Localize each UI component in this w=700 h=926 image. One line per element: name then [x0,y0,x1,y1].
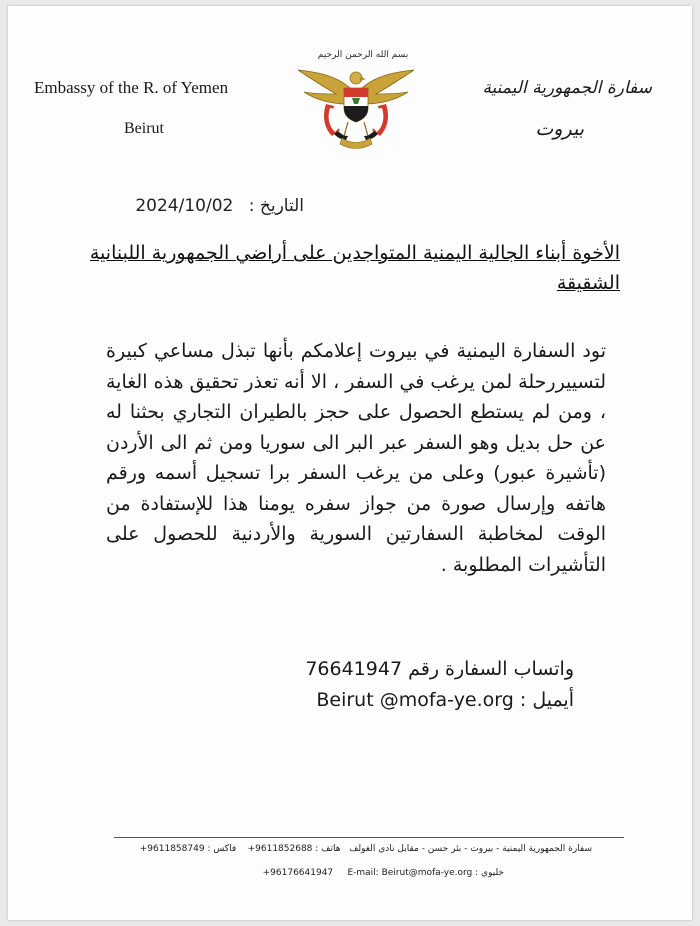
email-value: Beirut @mofa-ye.org [316,689,514,711]
date-label: التاريخ : [248,196,304,216]
contact-block [305,654,574,716]
footer-mobile-label: خليوي : [475,868,504,878]
email-line [305,685,574,716]
whatsapp-number: 76641947 [305,658,403,680]
embassy-city-english: Beirut [124,120,164,137]
letter-page [8,6,692,920]
footer-fax-label: فاكس : [207,844,237,854]
footer-fax: +9611858749 [139,844,205,854]
footer-divider [114,837,624,838]
whatsapp-line [305,654,574,685]
footer-email: E-mail: Beirut@mofa-ye.org [347,868,473,878]
footer-contact-line [263,868,504,878]
whatsapp-label: واتساب السفارة رقم [408,658,574,680]
footer-address-line [140,844,592,854]
yemen-eagle-emblem-icon [296,64,416,150]
email-label: أيميل : [519,689,574,711]
date-line [135,196,304,216]
embassy-name-english: Embassy of the R. of Yemen [34,78,229,97]
embassy-name-arabic: سفارة الجمهورية اليمنية [482,78,652,98]
embassy-city-arabic: بيروت [535,118,584,140]
basmala: بسم الله الرحمن الرحيم [317,50,409,60]
letter-body: تود السفارة اليمنية في بيروت إعلامكم بأنها تبذل مساعي كبيرة لتسييررحلة لمن يرغب في السفر ، الا أنه تعذر تحقيق هذه الغاية ، ومن لم يستطع الحصول على حجز بالطيران التجاري بحثنا له عن حل بديل وهو السفر عبر البر الى سوريا ومن ثم الى الأردن (تأشيرة عبور) وعلى من يرغب السفر برا تسجيل أسمه ورقم هاتفه وإرسال صورة من جواز سفره يومنا هذا للإستفادة من الوقت لمخاطبة السفارتين السورية والأردنية للحصول على التأشيرات المطلوبة . [106,340,606,576]
footer-address: سفارة الجمهورية اليمنية - بيروت - بئر حسن - مقابل نادي الغولف [349,844,592,854]
footer-phone-label: هاتف : [315,844,341,854]
addressee: الأخوة أبناء الجالية اليمنية المتواجدين على أراضي الجمهورية اللبنانية الشقيقة [89,242,620,294]
footer-mobile: +96176641947 [262,868,334,878]
date-value: 2024/10/02 [135,196,234,216]
footer-phone: +9611852688 [247,844,313,854]
